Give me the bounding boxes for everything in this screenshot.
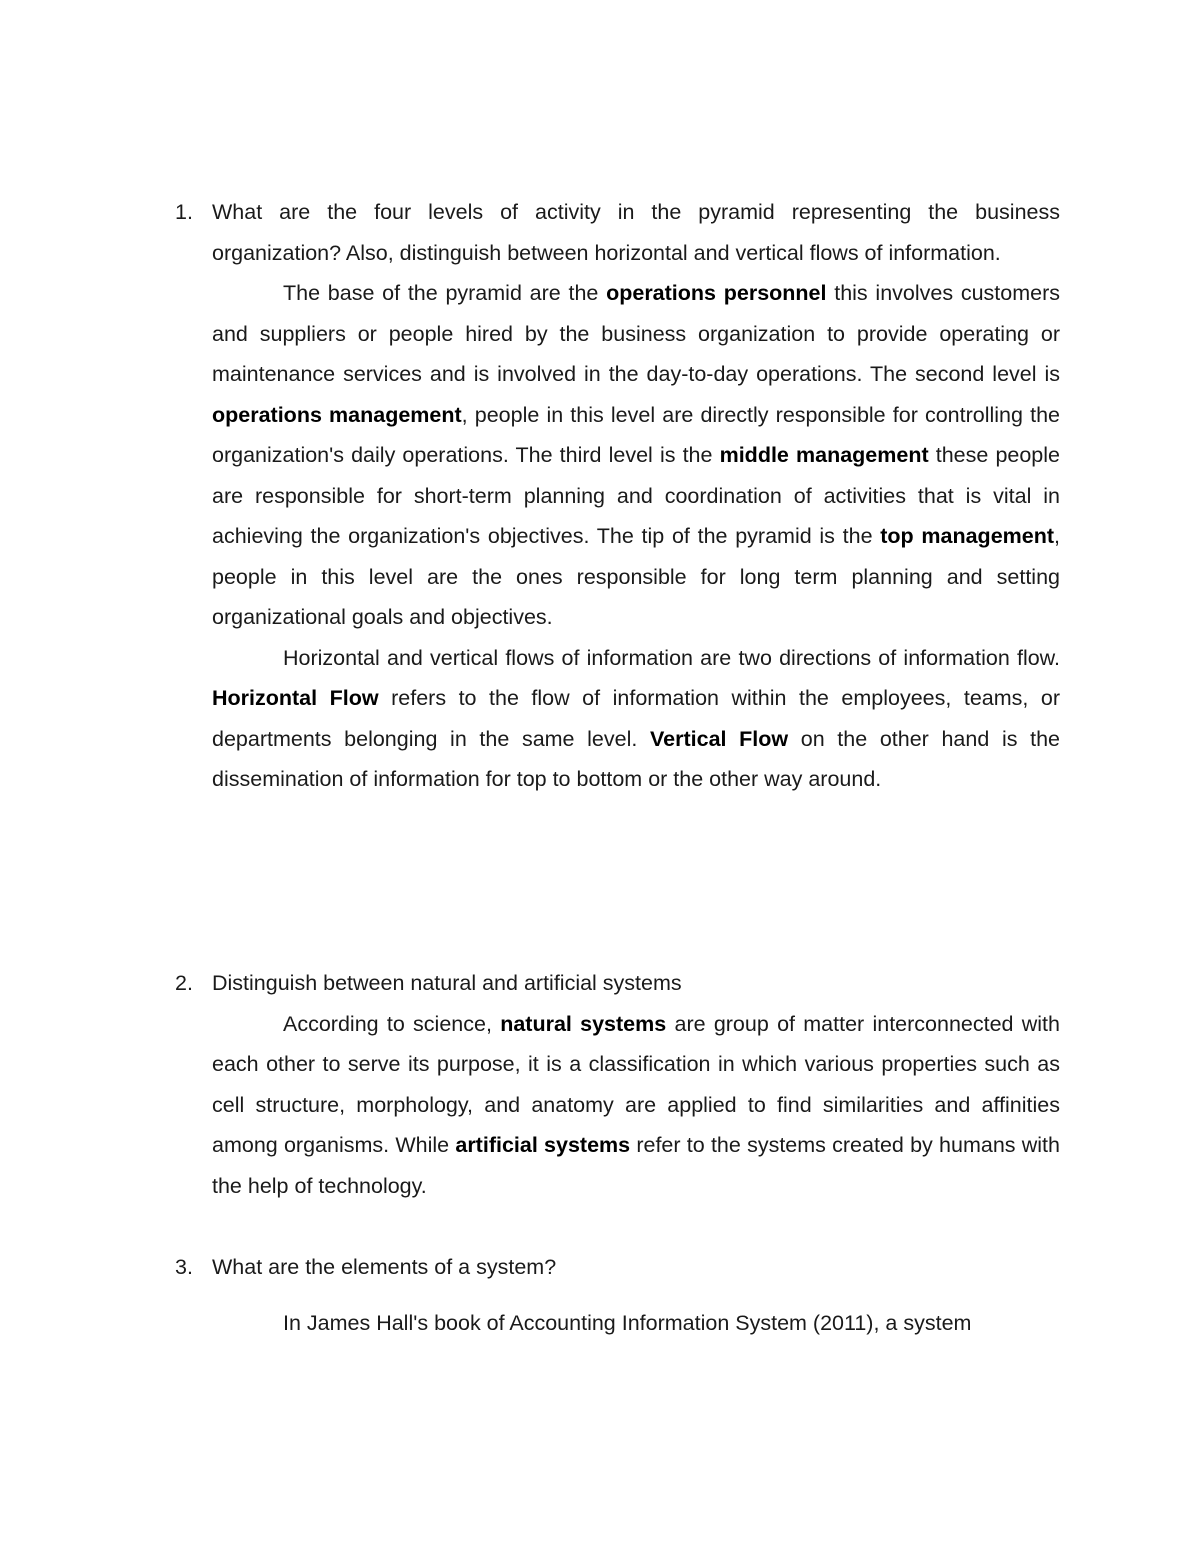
term-vertical-flow: Vertical Flow — [650, 726, 789, 751]
term-horizontal-flow: Horizontal Flow — [212, 686, 379, 710]
answer-text: , people in this level are directly responsible for controlling the organization's daily operations. The third level is the — [212, 402, 1060, 467]
answer-text: this involves customers and suppliers or people hired by the business organization to provide operating or maintenance services and is involved in the day-to-day operations. The second level is — [212, 281, 1060, 386]
answer-3-start: In James Hall's book of Accounting Information System (2011), a system — [283, 1311, 972, 1335]
answer-text: , people in this level are the ones responsible for long term planning and setting organizational goals and objectives. — [212, 524, 1060, 629]
answer-text: refer to the systems created by humans with the help of technology. — [212, 1133, 1060, 1198]
term-top-management: top management — [880, 524, 1055, 548]
answer-1-paragraph-2 — [212, 638, 1060, 800]
answer-text: Horizontal and vertical flows of information are two directions of information flow. — [283, 645, 1060, 670]
list-item-number: 2. — [175, 971, 193, 995]
term-operations-management: operations management — [212, 402, 462, 427]
list-item-1 — [175, 192, 1060, 800]
list-item-number: 1. — [175, 200, 193, 224]
list-item-number: 3. — [175, 1255, 193, 1279]
term-natural-systems: natural systems — [500, 1011, 667, 1036]
answer-text: these people are responsible for short-term planning and coordination of activities that is vital in achieving the organization's objectives. The tip of the pyramid is the — [212, 443, 1061, 548]
answer-2-paragraph-1 — [212, 1004, 1060, 1207]
question-2: Distinguish between natural and artificial systems — [212, 971, 682, 995]
answer-text: are group of matter interconnected with each other to serve its purpose, it is a classification in which various properties such as cell structure, morphology, and anatomy are applied to find similarities and affinities among organisms. While — [212, 1011, 1060, 1157]
list-item-2 — [175, 963, 1060, 1206]
answer-text: The base of the pyramid are the — [283, 281, 607, 305]
question-3: What are the elements of a system? — [212, 1255, 557, 1279]
answer-text: According to science, — [283, 1011, 501, 1036]
term-middle-management: middle management — [719, 443, 929, 467]
term-artificial-systems: artificial systems — [455, 1133, 631, 1157]
question-1: What are the four levels of activity in the pyramid representing the business organization? Also, distinguish between horizontal and vertical flows of information. — [212, 200, 1060, 265]
answer-text: on the other hand is the dissemination of information for top to bottom or the other way around. — [212, 726, 1060, 791]
list-item-3 — [175, 1247, 1060, 1288]
answer-1-paragraph-1 — [212, 273, 1060, 638]
term-operations-personnel: operations personnel — [606, 281, 827, 305]
answer-text: refers to the flow of information within the employees, teams, or departments belonging in the same level. — [212, 686, 1060, 751]
